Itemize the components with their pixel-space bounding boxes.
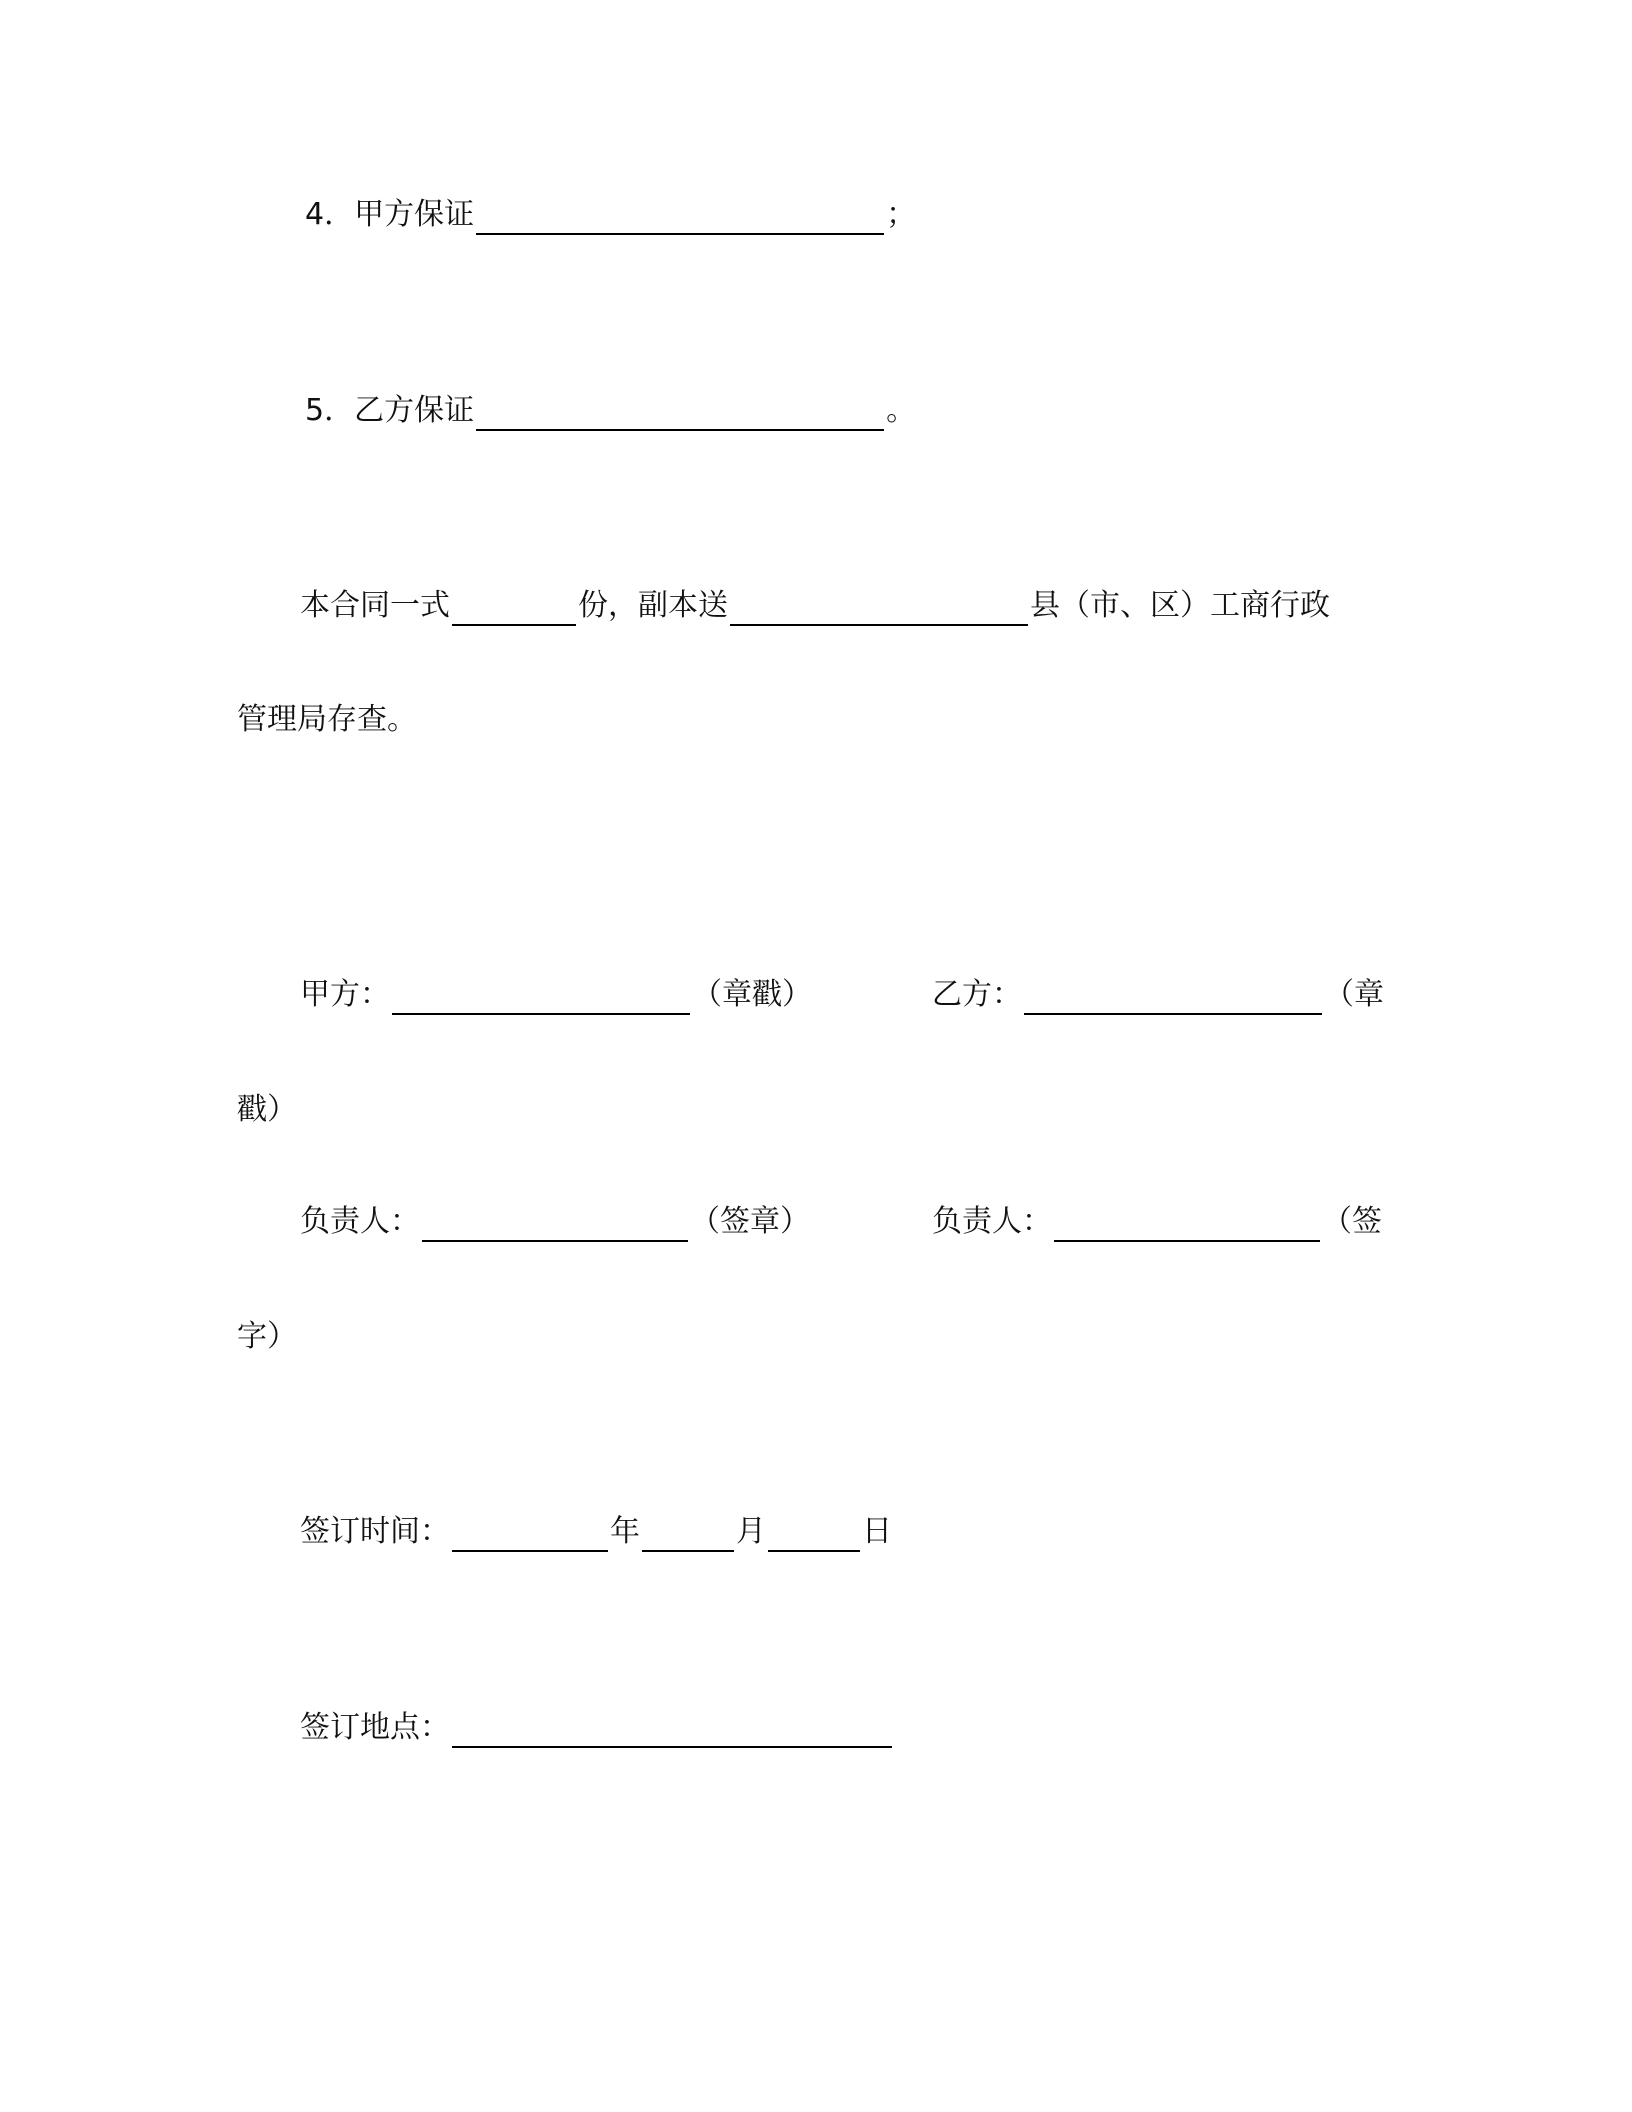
- copies-text-1: 本合同一式: [300, 588, 450, 623]
- sign-date-month: 月: [736, 1514, 766, 1549]
- clause-4-blank[interactable]: [476, 201, 884, 235]
- party-a-line: [300, 975, 812, 1015]
- party-b-label: 乙方：: [932, 977, 1022, 1012]
- signer-b-sign-end: 字）: [237, 1319, 297, 1354]
- signer-a-label: 负责人：: [300, 1204, 420, 1239]
- clause-5-end: 。: [886, 393, 917, 428]
- copies-text-2: 份，副本送: [578, 588, 728, 623]
- copies-text-4: 管理局存查。: [237, 702, 417, 737]
- party-b-line: [932, 975, 1384, 1015]
- copies-count-blank[interactable]: [452, 592, 576, 626]
- signer-b-line-2: [237, 1317, 297, 1357]
- sign-date-day: 日: [862, 1514, 892, 1549]
- copies-line-1: [300, 586, 1330, 626]
- clause-5-label: 5．乙方保证: [305, 393, 475, 428]
- party-b-blank[interactable]: [1024, 981, 1322, 1015]
- signer-a-blank[interactable]: [422, 1208, 688, 1242]
- party-b-seal-end: 戳）: [237, 1092, 297, 1127]
- sign-date-year-blank[interactable]: [452, 1518, 608, 1552]
- clause-4-label: 4．甲方保证: [305, 197, 475, 232]
- party-a-blank[interactable]: [392, 981, 690, 1015]
- sign-date-day-blank[interactable]: [768, 1518, 860, 1552]
- signer-b-blank[interactable]: [1054, 1208, 1320, 1242]
- party-b-seal-start: （章: [1324, 977, 1384, 1012]
- signer-b-sign-start: （签: [1322, 1204, 1382, 1239]
- copies-text-3: 县（市、区）工商行政: [1030, 588, 1330, 623]
- party-b-line-2: [237, 1090, 297, 1130]
- clause-5-line: [305, 391, 916, 431]
- sign-date-month-blank[interactable]: [642, 1518, 734, 1552]
- party-a-seal: （章戳）: [692, 977, 812, 1012]
- signer-b-label: 负责人：: [932, 1204, 1052, 1239]
- clause-5-blank[interactable]: [476, 397, 884, 431]
- signer-b-line: [932, 1202, 1382, 1242]
- clause-4-end: ；: [886, 197, 917, 232]
- sign-place-blank[interactable]: [452, 1714, 892, 1748]
- clause-4-line: [305, 195, 916, 235]
- sign-place-label: 签订地点：: [300, 1710, 450, 1745]
- copies-county-blank[interactable]: [730, 592, 1028, 626]
- sign-date-label: 签订时间：: [300, 1514, 450, 1549]
- party-a-label: 甲方：: [300, 977, 390, 1012]
- copies-line-2: [237, 700, 417, 740]
- sign-date-year: 年: [610, 1514, 640, 1549]
- sign-place-line: [300, 1708, 894, 1748]
- sign-date-line: [300, 1512, 892, 1552]
- signer-a-sign: （签章）: [690, 1204, 810, 1239]
- signer-a-line: [300, 1202, 810, 1242]
